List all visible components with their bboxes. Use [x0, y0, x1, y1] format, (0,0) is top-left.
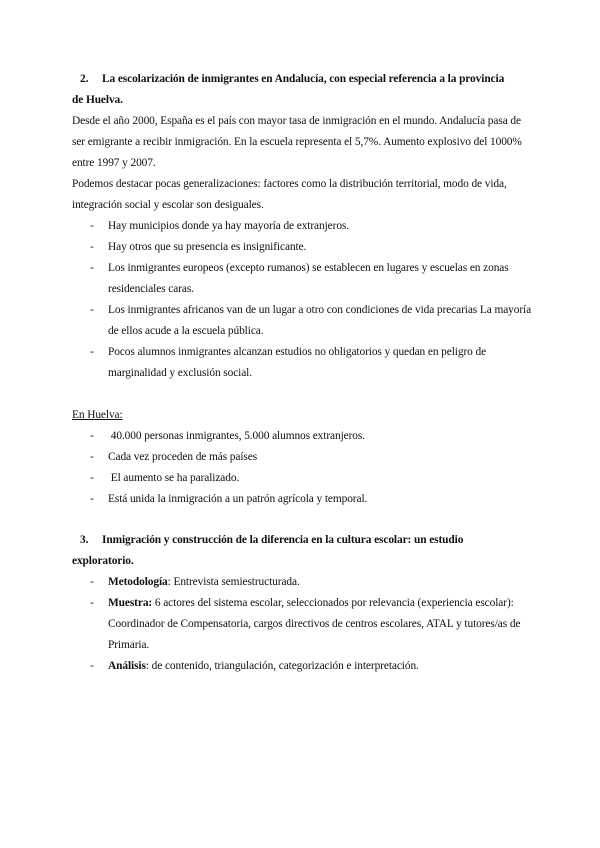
- section-3-number: 3.: [80, 534, 89, 546]
- list-item: - El aumento se ha paralizado.: [90, 472, 240, 484]
- section-2-heading: [72, 69, 512, 111]
- list-item: - Los inmigrantes africanos van de un lugar a otro con condiciones de vida precarias La mayoría de ellos acude a la escuela pública.: [90, 304, 532, 337]
- section-2-bullet-list: [72, 216, 532, 384]
- list-item: - Está unida la inmigración a un patrón agrícola y temporal.: [90, 493, 368, 505]
- list-item: - Muestra: 6 actores del sistema escolar, seleccionados por relevancia (experiencia escolar): Coordinador de Compensatoria, cargos directivos de centros escolares, ATAL y tutores/as de Primaria.: [90, 597, 521, 651]
- huelva-heading: En Huelva:: [72, 409, 123, 421]
- section-2-number: 2.: [80, 73, 89, 85]
- list-item: - Hay municipios donde ya hay mayoría de extranjeros.: [90, 220, 349, 232]
- section-3-title: Inmigración y construcción de la diferencia en la cultura escolar: un estudio exploratorio.: [72, 534, 464, 567]
- list-item: - Pocos alumnos inmigrantes alcanzan estudios no obligatorios y quedan en peligro de marginalidad y exclusión social.: [90, 346, 487, 379]
- list-item: - Metodología: Entrevista semiestructurada.: [90, 576, 300, 588]
- section-2-intro: Desde el año 2000, España es el país con mayor tasa de inmigración en el mundo. Andalucía pasa de ser emigrante a recibir inmigración. En la escuela representa el 5,7%. Aumento explosivo del 1000% entre 1997 y 2007.: [72, 115, 522, 169]
- section-3-list: [72, 572, 532, 677]
- section-2-title: La escolarización de inmigrantes en Andalucía, con especial referencia a la provincia de Huelva.: [72, 73, 505, 106]
- list-item: - Análisis: de contenido, triangulación, categorización e interpretación.: [90, 660, 419, 672]
- section-2-generalizations: Podemos destacar pocas generalizaciones: factores como la distribución territorial, modo de vida, integración social y escolar son desiguales.: [72, 178, 507, 211]
- huelva-bullet-list: [72, 426, 532, 510]
- list-item: - 40.000 personas inmigrantes, 5.000 alumnos extranjeros.: [90, 430, 365, 442]
- list-item: - Hay otros que su presencia es insignificante.: [90, 241, 307, 253]
- list-item: - Cada vez proceden de más países: [90, 451, 258, 463]
- section-3-heading: [72, 530, 512, 572]
- list-item: - Los inmigrantes europeos (excepto rumanos) se establecen en lugares y escuelas en zonas residenciales caras.: [90, 262, 509, 295]
